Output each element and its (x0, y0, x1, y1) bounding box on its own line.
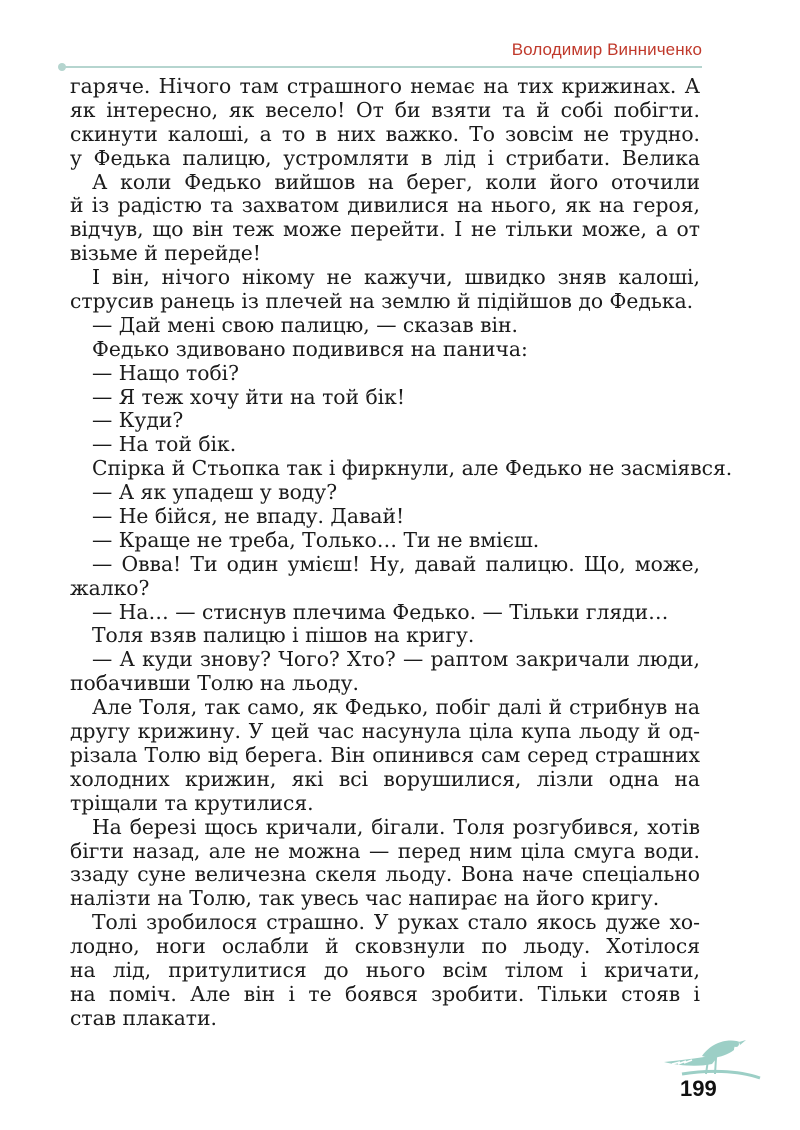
text-line: — Дай мені свою палицю, — сказав він. (92, 312, 518, 337)
text-line: як інтересно, як весело! От би взяти та й собі побігти. (70, 98, 700, 122)
text-line: візьме й перейде! (70, 241, 261, 266)
text-line: На березі щось кричали, бігали. Толя розгубився, хотів (92, 815, 700, 839)
text-line: різала Толю від берега. Він опинився сам серед страшних (70, 743, 700, 767)
text-line: другу крижину. У цей час насунула ціла купа льоду й од- (70, 720, 700, 744)
text-line: ззаду суне величезна скеля льоду. Вона наче спеціально (70, 863, 700, 887)
text-line: — Не бійся, не впаду. Давай! (92, 504, 405, 529)
text-line: бігти назад, але не можна — перед ним ціла смуга води. (70, 839, 700, 863)
text-line: А коли Федько вийшов на берег, коли його оточили (92, 170, 700, 194)
text-line: став плакати. (70, 1005, 217, 1030)
text-line: гаряче. Нічого там страшного немає на тих крижинах. А (70, 75, 700, 98)
text-line: Федько здивовано подивився на панича: (92, 336, 528, 361)
text-line: струсив ранець із плечей на землю й підійшов до Федька. (70, 289, 694, 314)
text-line: на поміч. Але він і те боявся зробити. Тільки стояв і (70, 982, 700, 1006)
text-line: І він, нічого нікому не кажучи, швидко зняв калоші, (92, 266, 700, 290)
text-line: Спірка й Стьопка так і фиркнули, але Федько не засміявся. (92, 456, 733, 481)
text-line: — На той бік. (92, 432, 237, 457)
body-text (70, 75, 733, 1031)
text-line: — А як упадеш у воду? (92, 480, 338, 505)
text-line: — Куди? (92, 408, 184, 433)
text-line: Толі зробилося страшно. У руках стало якось дуже хо- (92, 911, 700, 935)
text-line: налізти на Толю, так увесь час напирає на його кригу. (70, 886, 660, 911)
text-line: холодних крижин, які всі ворушилися, лізли одна на (70, 767, 700, 791)
text-line: відчув, що він теж може перейти. І не тільки може, а от (70, 218, 700, 242)
page-number: 199 (680, 1076, 717, 1101)
text-line: тріщали та крутилися. (70, 790, 314, 815)
text-line: у Федька палицю, устромляти в лід і стрибати. Велика (70, 146, 700, 170)
text-line: й із радістю та захватом дивилися на нього, як на героя, (70, 194, 700, 218)
text-line: лодно, ноги ослабли й сковзнули по льоду. Хотілося (70, 935, 700, 959)
text-line: жалко? (70, 575, 150, 600)
text-line: скинути калоші, а то в них важко. То зовсім не трудно. (70, 122, 700, 146)
text-line: побачивши Толю на льоду. (70, 671, 359, 696)
text-line: — Нащо тобі? (92, 360, 240, 385)
text-line: Толя взяв палицю і пішов на кригу. (92, 623, 475, 648)
text-line: — Я теж хочу йти на той бік! (92, 384, 405, 409)
header-rule (62, 66, 702, 68)
text-line: Але Толя, так само, як Федько, побіг далі й стрибнув на (92, 696, 700, 720)
text-line: — Краще не треба, Только… Ти не вмієш. (92, 527, 540, 552)
text-line: — На… — стиснув плечима Федько. — Тільки гляди… (92, 599, 669, 624)
text-line: — Овва! Ти один умієш! Ну, давай палицю. Що, може, (92, 552, 700, 576)
text-line: — А куди знову? Чого? Хто? — раптом закричали люди, (92, 648, 700, 672)
text-line: на лід, притулитися до нього всім тілом і кричати, (70, 958, 700, 982)
running-head-author: Володимир Винниченко (511, 40, 702, 59)
